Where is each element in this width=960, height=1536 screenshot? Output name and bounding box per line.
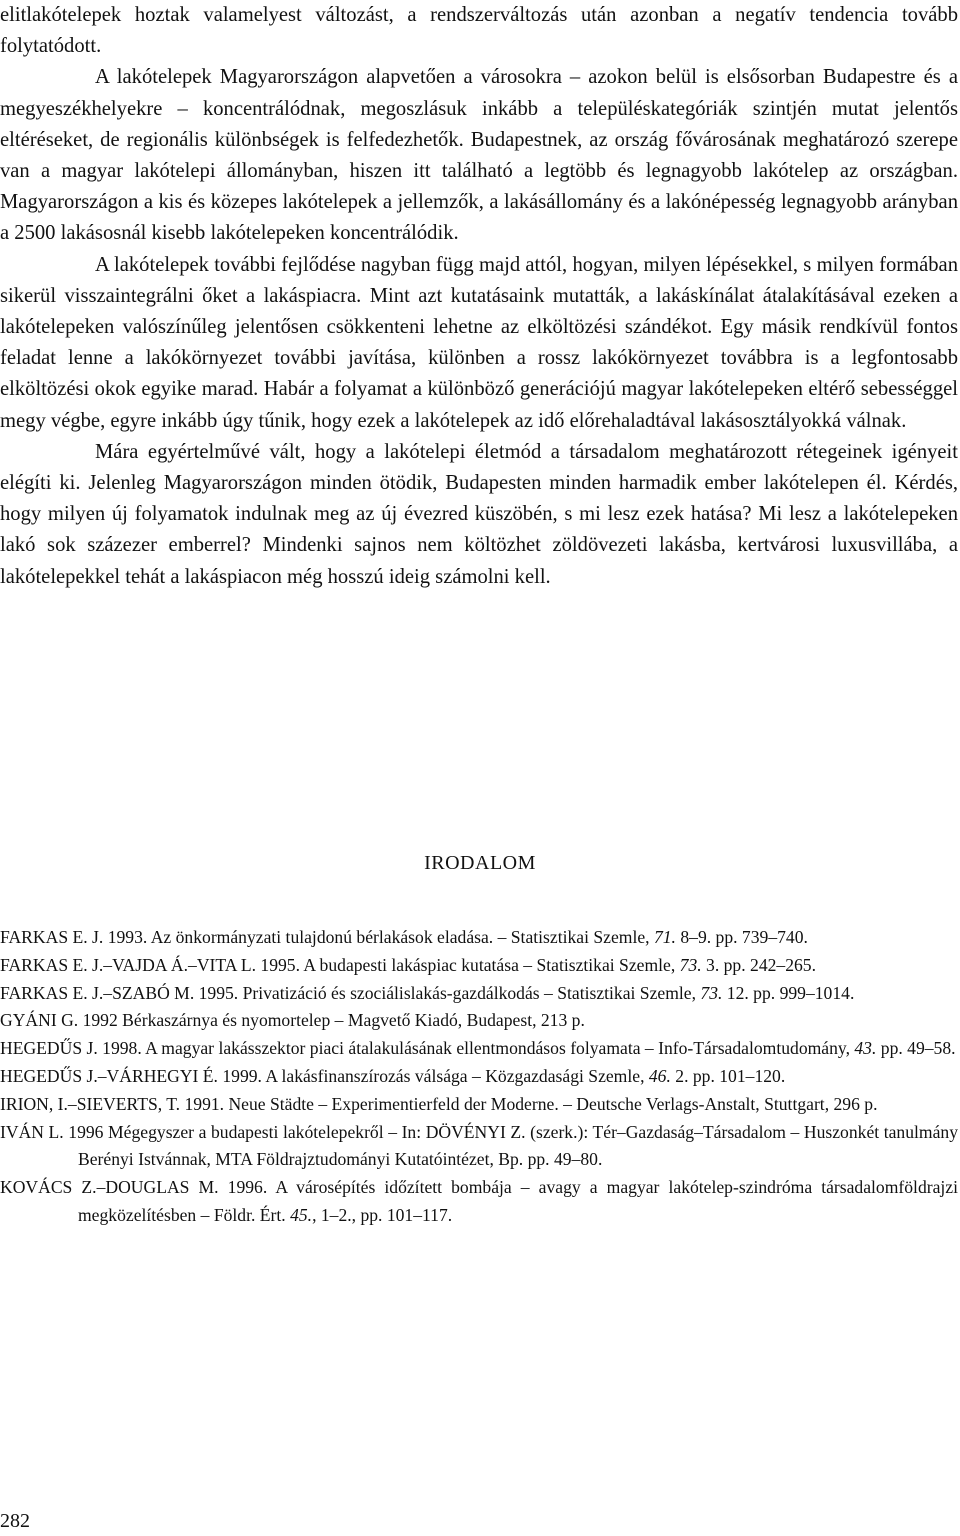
body-paragraph: A lakótelepek további fejlődése nagyban függ majd attól, hogyan, milyen lépésekkel, s milyen formában sikerül visszaintegrálni őket a lakáspiacra. Mint azt kutatásaink mutatták, a lakáskínálat átalakításával ezeken a lakótelepeken valószínűleg jelentősen csökkenteni lehetne az elköltözési szándékot. Egy másik rendkívül fontos feladat lenne a lakókörnyezet további javítása, különben a rossz lakókörnyezet továbbra is a legfontosabb elköltözési okok egyike marad. Habár a folyamat a különböző generációjú magyar lakótelepeken eltérő sebességgel megy végbe, egyre inkább úgy tűnik, hogy ezek a lakótelepek az idő előrehaladtával lakásosztályokká válnak. [0, 253, 958, 432]
reference-item: KOVÁCS Z.–DOUGLAS M. 1996. A városépítés időzített bombája – avagy a magyar lakótelep-szindróma társadalomföldrajzi megközelítésben – Földr. Ért. 45., 1–2., pp. 101–117. [0, 1177, 958, 1225]
body-text [0, 0, 958, 593]
reference-item: GYÁNI G. 1992 Bérkaszárnya és nyomortelep – Magvető Kiadó, Budapest, 213 p. [0, 1010, 585, 1031]
body-paragraph: elitlakótelepek hoztak valamelyest változást, a rendszerváltozás után azonban a negatív tendencia tovább folytatódott. [0, 4, 958, 58]
reference-item: IVÁN L. 1996 Mégegyszer a budapesti lakótelepekről – In: DÖVÉNYI Z. (szerk.): Tér–Gazdaság–Társadalom – Huszonkét tanulmány Berényi Istvánnak, MTA Földrajztudományi Kutatóintézet, Bp. pp. 49–80. [0, 1121, 958, 1170]
reference-item: HEGEDŰS J. 1998. A magyar lakásszektor piaci átalakulásának ellentmondásos folyamata – Info-Társadalomtudomány, 43. pp. 49–58. [0, 1038, 956, 1059]
reference-item: FARKAS E. J. 1993. Az önkormányzati tulajdonú bérlakások eladása. – Statisztikai Szemle, 71. 8–9. pp. 739–740. [0, 927, 808, 947]
body-paragraph: Mára egyértelművé vált, hogy a lakótelepi életmód a társadalom meghatározott rétegeinek igényeit elégíti ki. Jelenleg Magyarországon minden ötödik, Budapesten minden harmadik ember lakótelepen él. Kérdés, hogy milyen új folyamatok indulnak meg az új évezred küszöbén, s mi lesz ezek hatása? Mi lesz a lakótelepeken lakó sok százezer emberrel? Mindenki sajnos nem költözhet zöldövezeti lakásba, kertvárosi luxusvillába, a lakótelepekkel tehát a lakáspiacon még hosszú ideig számolni kell. [0, 440, 958, 588]
reference-item: HEGEDŰS J.–VÁRHEGYI É. 1999. A lakásfinanszírozás válsága – Közgazdasági Szemle, 46. 2. pp. 101–120. [0, 1065, 786, 1086]
reference-item: FARKAS E. J.–VAJDA Á.–VITA L. 1995. A budapesti lakáspiac kutatása – Statisztikai Szemle, 73. 3. pp. 242–265. [0, 954, 816, 975]
references-list [0, 924, 958, 1230]
reference-item: IRION, I.–SIEVERTS, T. 1991. Neue Städte – Experimentierfeld der Moderne. – Deutsche Verlags-Anstalt, Stuttgart, 296 p. [0, 1093, 878, 1114]
reference-item: FARKAS E. J.–SZABÓ M. 1995. Privatizáció és szociálislakás-gazdálkodás – Statisztikai Szemle, 73. 12. pp. 999–1014. [0, 982, 855, 1003]
body-paragraph: A lakótelepek Magyarországon alapvetően a városokra – azokon belül is elsősorban Budapestre és a megyeszékhelyekre – koncentrálódnak, megoszlásuk inkább a településkategóriák szintjén mutat jelentős eltéréseket, de regionális különbségek is felfedezhetők. Budapestnek, az ország fővárosának meghatározó szerepe van a magyar lakótelepi állományban, hiszen itt található a legtöbb és legnagyobb lakótelep az országban. Magyarországon a kis és közepes lakótelepek a jellemzők, a lakásállomány és a lakónépesség legnagyobb arányban a 2500 lakásosnál kisebb lakótelepeken koncentrálódik. [0, 66, 958, 245]
references-heading: IRODALOM [424, 852, 536, 874]
page-number: 282 [0, 1510, 30, 1532]
